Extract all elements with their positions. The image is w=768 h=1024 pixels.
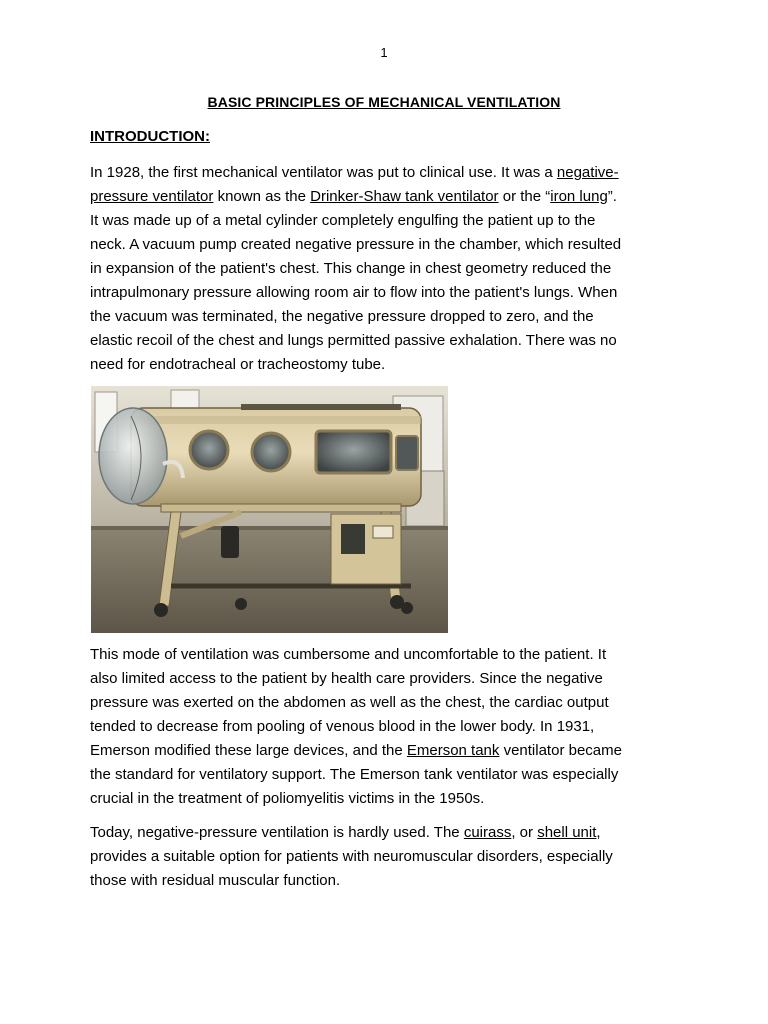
text-span: or the “ — [498, 188, 551, 205]
paragraph-intro — [90, 161, 680, 377]
paragraph-line — [90, 161, 680, 185]
page-number: 1 — [380, 45, 388, 60]
link-cuirass[interactable]: cuirass — [463, 824, 512, 841]
paragraph-line: those with residual muscular function. — [90, 872, 341, 889]
paragraph-line — [90, 821, 680, 845]
text-span: , or — [511, 824, 538, 841]
paragraph-line: tended to decrease from pooling of venous blood in the lower body. In 1931, — [90, 718, 595, 735]
paragraph-today — [90, 821, 680, 893]
paragraph-line — [90, 739, 680, 763]
paragraph-line: the vacuum was terminated, the negative pressure dropped to zero, and the — [90, 308, 594, 325]
paragraph-line: crucial in the treatment of poliomyelitis victims in the 1950s. — [90, 790, 485, 807]
text-span: known as the — [213, 188, 311, 205]
paragraph-line: neck. A vacuum pump created negative pressure in the chamber, which resulted — [90, 236, 622, 253]
paragraph-line: elastic recoil of the chest and lungs permitted passive exhalation. There was no — [90, 332, 617, 349]
link-emerson-tank[interactable]: Emerson tank — [406, 742, 500, 759]
text-span: In 1928, the first mechanical ventilator was put to clinical use. It was a — [90, 164, 557, 181]
link-negative-pressure-ventilator-part1[interactable]: negative- — [556, 164, 619, 181]
text-span: Today, negative-pressure ventilation is hardly used. The — [90, 824, 464, 841]
paragraph-line: It was made up of a metal cylinder completely engulfing the patient up to the — [90, 212, 596, 229]
paragraph-history — [90, 643, 680, 811]
text-span: ventilator became — [499, 742, 622, 759]
link-negative-pressure-ventilator-part2[interactable]: pressure ventilator — [90, 188, 214, 205]
paragraph-line: the standard for ventilatory support. The Emerson tank ventilator was especially — [90, 766, 619, 783]
iron-lung-photo — [91, 386, 448, 633]
text-span: Emerson modified these large devices, and the — [90, 742, 407, 759]
paragraph-line: pressure was exerted on the abdomen as well as the chest, the cardiac output — [90, 694, 609, 711]
link-shell-unit[interactable]: shell unit — [537, 824, 597, 841]
paragraph-line: intrapulmonary pressure allowing room air to flow into the patient's lungs. When — [90, 284, 618, 301]
document-title: BASIC PRINCIPLES OF MECHANICAL VENTILATION — [207, 94, 561, 110]
text-span: ”. — [607, 188, 617, 205]
paragraph-line: in expansion of the patient's chest. This change in chest geometry reduced the — [90, 260, 612, 277]
link-iron-lung[interactable]: iron lung — [550, 188, 608, 205]
paragraph-line: need for endotracheal or tracheostomy tube. — [90, 356, 386, 373]
link-drinker-shaw-tank-ventilator[interactable]: Drinker-Shaw tank ventilator — [310, 188, 499, 205]
text-span: , — [596, 824, 601, 841]
section-heading-introduction: INTRODUCTION: — [90, 128, 210, 145]
paragraph-line — [90, 185, 680, 209]
paragraph-line: This mode of ventilation was cumbersome and uncomfortable to the patient. It — [90, 646, 607, 663]
paragraph-line: provides a suitable option for patients with neuromuscular disorders, especially — [90, 848, 613, 865]
paragraph-line: also limited access to the patient by health care providers. Since the negative — [90, 670, 603, 687]
